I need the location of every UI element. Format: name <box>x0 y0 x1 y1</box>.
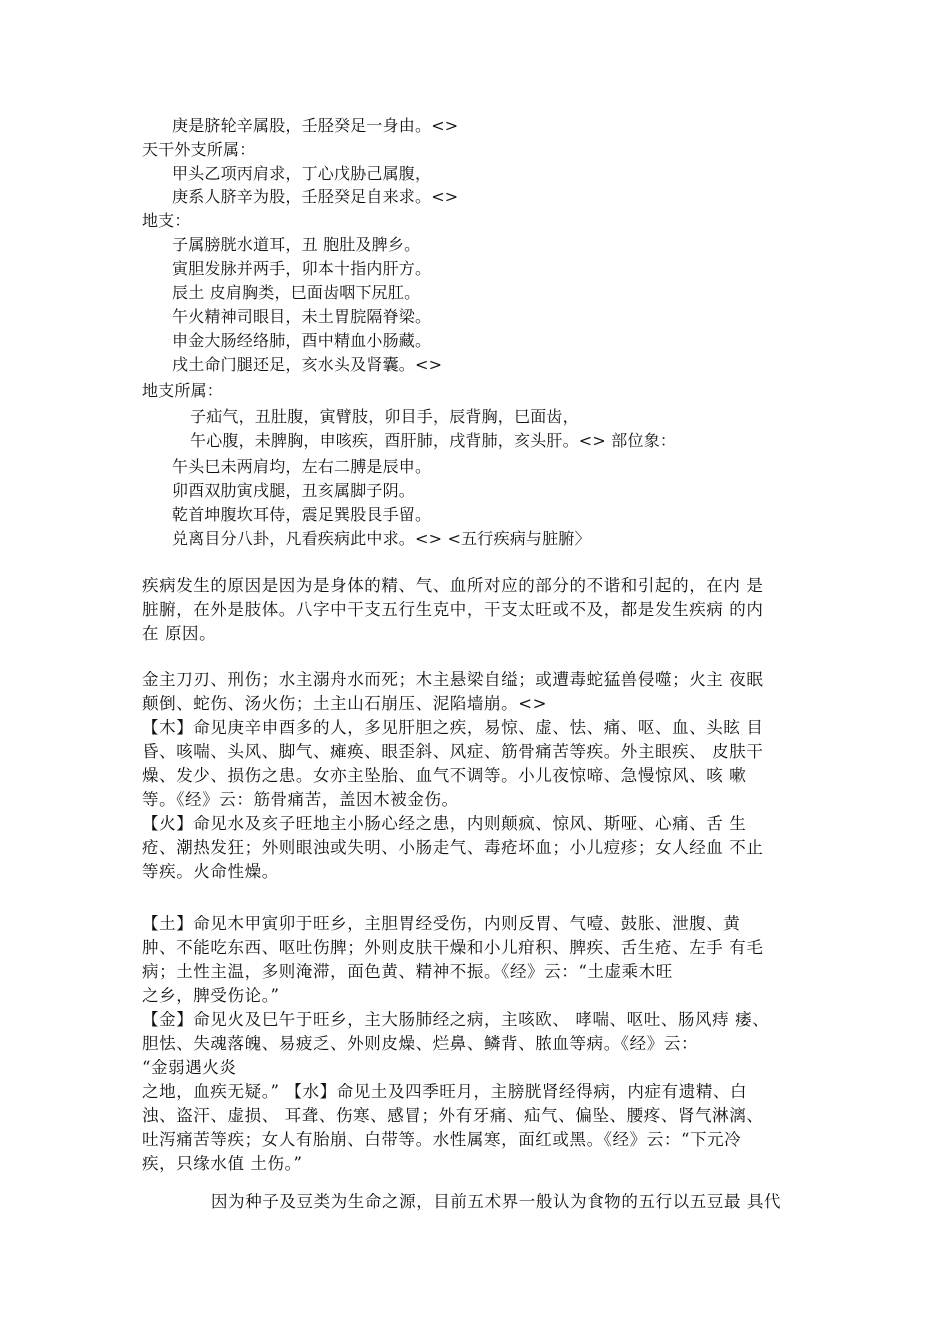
text-line: 【木】命见庚辛申酉多的人，多见肝胆之疾，易惊、虚、怯、痛、呕、血、头眩 目 <box>142 718 764 737</box>
section-heading: 地支所属： <box>142 381 224 400</box>
text-line: 浊、盗汗、虚损、 耳聋、伤寒、感冒；外有牙痛、疝气、偏坠、腰疼、肾气淋漓、 <box>142 1106 764 1125</box>
verse-line: 申金大肠经络肺，酉中精血小肠藏。 <box>172 331 432 350</box>
section-heading: 天干外支所属： <box>142 140 256 159</box>
text-line: 【土】命见木甲寅卯于旺乡，主胆胃经受伤，内则反胃、气噎、鼓胀、泄腹、黄 <box>142 914 741 933</box>
text-line: 疾病发生的原因是因为是身体的精、气、血所对应的部分的不谐和引起的，在内 是 <box>142 576 764 595</box>
text-line: 病；土性主温，多则淹滞，面色黄、精神不振。《经》云：“土虚乘木旺 <box>142 962 673 981</box>
text-line: 等疾。火命性燥。 <box>142 862 279 881</box>
verse-line: 庚是脐轮辛属股，壬胫癸足一身由。<> <box>172 116 459 135</box>
text-line: 【金】命见火及巳午于旺乡，主大肠肺经之病，主咳欧、 哮喘、呕吐、肠风痔 痿、 <box>142 1010 770 1029</box>
verse-line: 午火精神司眼目，未土胃脘隔脊梁。 <box>172 307 432 326</box>
verse-line: 寅胆发脉并两手，卯本十指内肝方。 <box>172 259 432 278</box>
verse-line: 乾首坤腹坎耳侍，震足巽股艮手留。 <box>172 505 432 524</box>
verse-line: 午心腹，未脾胸，申咳疾，酉肝肺，戌背肺，亥头肝。<> 部位象： <box>190 431 677 450</box>
paragraph-wood-fire <box>142 668 818 884</box>
verse-line: 辰土 皮肩胸类，巳面齿咽下尻肛。 <box>172 283 421 302</box>
section-heading: 地支： <box>142 211 191 230</box>
verse-line: 午头巳未两肩均，左右二膊是辰申。 <box>172 457 432 476</box>
text-line: 颠倒、蛇伤、汤火伤；土主山石崩压、泥陷墙崩。<> <box>142 694 548 713</box>
verse-line: 子疝气，丑肚腹，寅臂肢，卯目手，辰背胸，巳面齿， <box>190 407 579 426</box>
text-line: 脏腑，在外是肢体。八字中干支五行生克中，干支太旺或不及，都是发生疾病 的内 <box>142 600 764 619</box>
verse-line: 甲头乙项丙肩求，丁心戊胁己属腹， <box>172 164 432 183</box>
verse-line: 戌土命门腿还足，亥水头及肾囊。<> <box>172 355 443 374</box>
text-line: 疮、潮热发狂；外则眼浊或失明、小肠走气、毒疮坏血；小儿痘疹；女人经血 不止 <box>142 838 764 857</box>
text-line: 之地，血疾无疑。” 【水】命见土及四季旺月，主膀胱肾经得病，内症有遗精、白 <box>142 1082 748 1101</box>
text-line: 疾，只缘水值 土伤。” <box>142 1154 303 1173</box>
text-line: 昏、咳喘、头风、脚气、瘫痪、眼歪斜、风症、筋骨痛苦等疾。外主眼疾、 皮肤干 <box>142 742 764 761</box>
text-line: 燥、发少、损伤之患。女亦主坠胎、血气不调等。小儿夜惊啼、急慢惊风、咳 嗽 <box>142 766 747 785</box>
text-line: 等。《经》云：筋骨痛苦，盖因木被金伤。 <box>142 790 459 809</box>
verse-line: 兑离目分八卦，凡看疾病此中求。<> <五行疾病与脏腑〉 <box>172 529 591 548</box>
verse-line: 卯酉双肋寅戌腿，丑亥属脚子阴。 <box>172 481 416 500</box>
text-line: 吐泻痛苦等疾；女人有胎崩、白带等。水性属寒，面红或黑。《经》云：“下元冷 <box>142 1130 742 1149</box>
text-line: 【火】命见水及亥子旺地主小肠心经之患，内则颠疯、惊风、斯哑、心痛、舌 生 <box>142 814 747 833</box>
text-line: 之乡，脾受伤论。” <box>142 986 280 1005</box>
verse-line: 庚系人脐辛为股，壬胫癸足自来求。<> <box>172 187 459 206</box>
verse-line: 子属膀胱水道耳，丑 胞肚及脾乡。 <box>172 235 421 254</box>
paragraph-earth-metal-water <box>142 912 818 1176</box>
paragraph-food-intro: 因为种子及豆类为生命之源，目前五术界一般认为食物的五行以五豆最 具代 <box>211 1192 782 1211</box>
text-line: 胆怯、失魂落魄、易疲乏、外则皮燥、烂鼻、鳞背、脓血等病。《经》云： <box>142 1034 699 1053</box>
text-line: 金主刀刃、刑伤；水主溺舟水而死；木主悬梁自缢；或遭毒蛇猛兽侵噬；火主 夜眠 <box>142 670 764 689</box>
text-line: 在 原因。 <box>142 624 217 643</box>
paragraph-causes <box>142 574 818 646</box>
text-line: 肿、不能吃东西、呕吐伤脾；外则皮肤干燥和小儿疳积、脾疾、舌生疮、左手 有毛 <box>142 938 764 957</box>
text-line: “金弱遇火炎 <box>142 1058 237 1077</box>
